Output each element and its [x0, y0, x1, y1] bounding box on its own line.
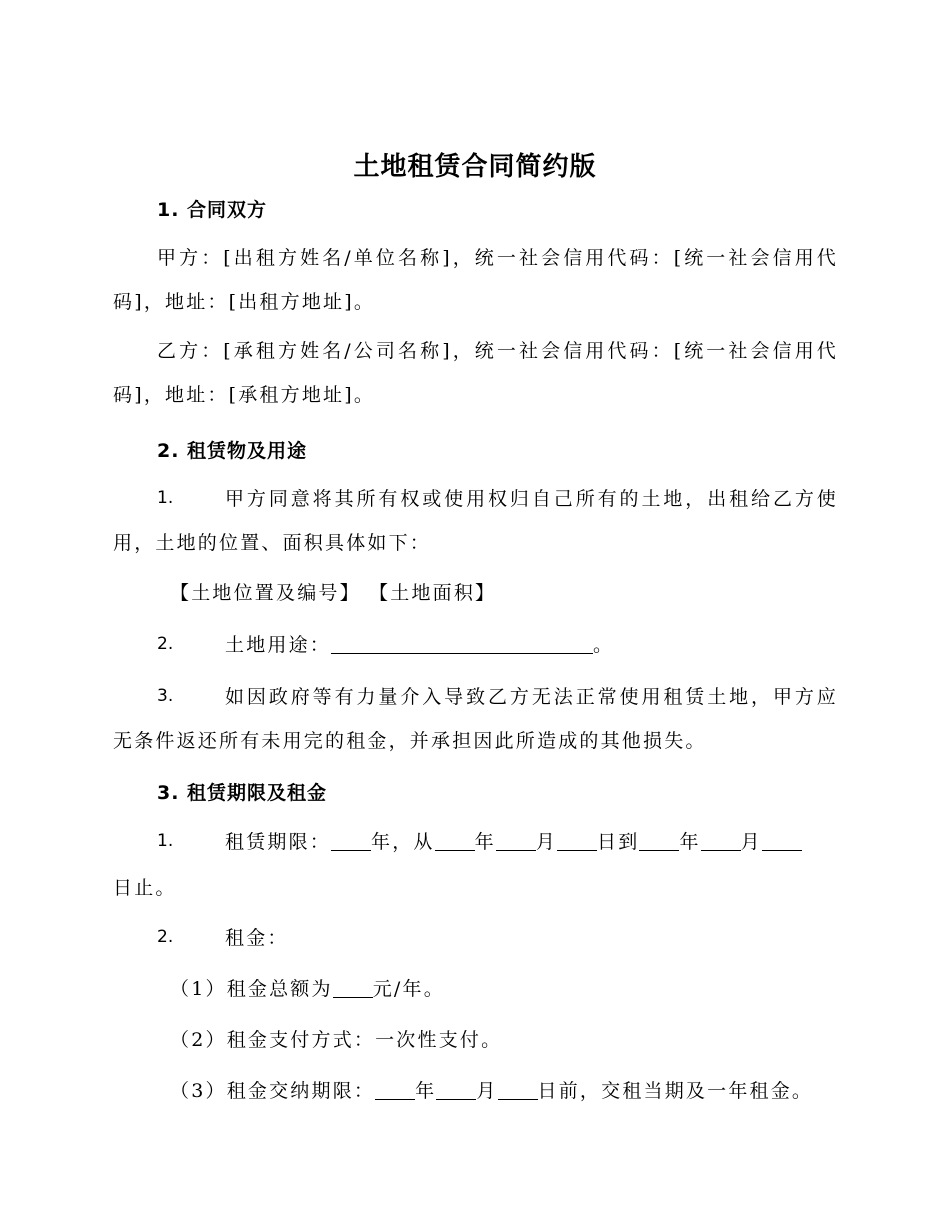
government-intervention-paragraph: 如因政府等有力量介入导致乙方无法正常使用租赁土地，甲方应无条件返还所有未用完的租金，并承担因此所造成的其他损失。	[113, 686, 838, 752]
lease-term-label: 租赁期限：	[225, 831, 332, 853]
year-label: 年	[474, 831, 496, 853]
start-year-blank	[435, 831, 475, 851]
deadline-day-blank	[498, 1080, 538, 1100]
term-years-blank	[331, 831, 371, 851]
land-use-blank	[331, 634, 593, 654]
end-day-blank	[762, 831, 802, 851]
land-use-line	[225, 630, 614, 657]
start-month-blank	[496, 831, 536, 851]
section-heading-parties: 1. 合同双方	[157, 199, 268, 221]
year-label: 年	[415, 1080, 437, 1102]
sub-item-number: （3）	[170, 1080, 227, 1102]
rent-payment-method: 租金支付方式：一次性支付。	[226, 1029, 503, 1051]
rent-total-label: 租金总额为	[226, 978, 333, 1000]
month-label: 月	[476, 1080, 498, 1102]
day-to-label: 日到	[597, 831, 640, 853]
document-title: 土地租赁合同简约版	[353, 152, 597, 182]
rent-deadline-end: 日前，交租当期及一年租金。	[537, 1080, 814, 1102]
section-heading-term-rent: 3. 租赁期限及租金	[157, 782, 328, 804]
sub-item-number: （2）	[170, 1029, 227, 1051]
item-number: 2.	[157, 927, 174, 947]
rent-payment-method-line	[170, 1025, 502, 1052]
end-year-blank	[639, 831, 679, 851]
end-month-blank	[701, 831, 741, 851]
party-a-paragraph: 甲方：[出租方姓名/单位名称]，统一社会信用代码：[统一社会信用代码]，地址：[出租方地址]。	[113, 247, 838, 313]
deadline-month-blank	[436, 1080, 476, 1100]
rent-amount-blank	[333, 978, 373, 998]
rent-label: 租金：	[225, 927, 289, 949]
item-number: 3.	[157, 686, 174, 706]
rent-deadline-label: 租金交纳期限：	[226, 1080, 376, 1102]
from-label: ，从	[392, 831, 435, 853]
land-use-label: 土地用途：	[225, 634, 332, 656]
rent-deadline-line	[170, 1076, 813, 1103]
rent-unit: 元/年。	[372, 978, 445, 1000]
party-b-paragraph: 乙方：[承租方姓名/公司名称]，统一社会信用代码：[统一社会信用代码]，地址：[承租方地址]。	[113, 340, 838, 406]
deadline-year-blank	[375, 1080, 415, 1100]
item-number: 2.	[157, 634, 174, 654]
lease-term-line	[225, 827, 802, 854]
start-day-blank	[557, 831, 597, 851]
section-heading-lease-object: 2. 租赁物及用途	[157, 440, 308, 462]
month-label: 月	[535, 831, 558, 853]
year-label: 年	[371, 831, 393, 853]
year-label: 年	[679, 831, 701, 853]
land-use-end: 。	[593, 634, 615, 656]
rent-total-line	[170, 974, 445, 1001]
item-number: 1.	[157, 831, 174, 851]
item-number: 1.	[157, 488, 174, 508]
month-label: 月	[740, 831, 762, 853]
lease-term-end: 日止。	[113, 877, 177, 899]
lease-object-paragraph: 甲方同意将其所有权或使用权归自己所有的土地，出租给乙方使用，土地的位置、面积具体如下：	[113, 488, 838, 554]
sub-item-number: （1）	[170, 978, 227, 1000]
land-info-line: 【土地位置及编号】 【土地面积】	[170, 582, 497, 604]
